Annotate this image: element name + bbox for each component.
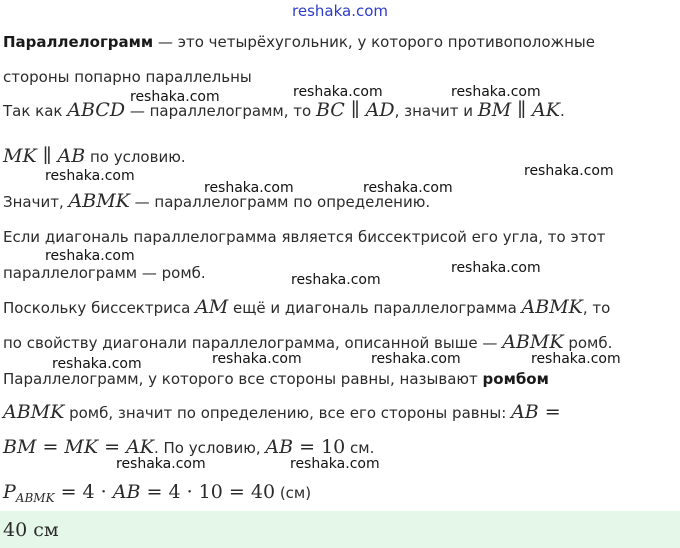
text: Так как <box>3 102 68 120</box>
rhombus-property-continuation: параллелограмм — ромб. <box>3 264 206 282</box>
watermark: reshaka.com <box>371 351 461 367</box>
definition-text: — это четырёхугольник, у которого противоположные <box>153 33 595 51</box>
math-ab: AB <box>112 481 141 503</box>
watermark: reshaka.com <box>291 272 381 288</box>
equals: = <box>140 481 169 503</box>
watermark: reshaka.com <box>45 168 135 184</box>
watermark: reshaka.com <box>451 260 541 276</box>
unit-text: (см) <box>275 484 312 502</box>
math-bm-parallel-ak: BM ∥ AK <box>477 99 560 121</box>
condition-line <box>3 145 186 167</box>
bisector-line <box>3 296 610 318</box>
text: Значит, <box>3 193 69 211</box>
watermark: reshaka.com <box>290 456 380 472</box>
answer-box <box>0 511 680 548</box>
definition-continuation: стороны попарно параллельны <box>3 68 252 86</box>
math-abmk: ABMK <box>3 401 65 423</box>
watermark: reshaka.com <box>524 163 614 179</box>
dot: · <box>94 481 113 503</box>
watermark: reshaka.com <box>130 89 220 105</box>
math-ab-equals: AB = <box>511 401 561 423</box>
watermark: reshaka.com <box>363 180 453 196</box>
rhombus-definition-line <box>3 370 549 388</box>
math-number <box>321 436 345 458</box>
math-bc-parallel-ad: BC ∥ AD <box>315 99 395 121</box>
equals: = <box>222 481 251 503</box>
watermark: reshaka.com <box>212 351 302 367</box>
math-bm-mk-ak: BM = MK = AK <box>3 436 154 458</box>
rhombus-property-line: Если диагональ параллелограмма является биссектрисой его угла, то этот <box>3 228 606 246</box>
equals: = <box>54 481 83 503</box>
watermark: reshaka.com <box>293 84 383 100</box>
number-10: 10 <box>198 481 223 503</box>
term-rhombus: ромбом <box>482 370 549 388</box>
text: ещё и диагональ параллелограмма <box>228 299 522 317</box>
text: ромб. <box>563 334 613 352</box>
sides-values-line <box>3 436 374 458</box>
text: Параллелограмм, у которого все стороны равны, называют <box>3 370 483 388</box>
text: по свойству диагонали параллелограмма, описанной выше — <box>3 334 503 352</box>
perimeter-symbol: P <box>3 481 16 503</box>
number-4: 4 <box>82 481 95 503</box>
math-am: AM <box>195 296 229 318</box>
watermark: reshaka.com <box>531 351 621 367</box>
text: , значит и <box>394 102 478 120</box>
text: см. <box>345 439 375 457</box>
text: — параллелограмм по определению. <box>129 193 431 211</box>
perimeter-subscript: ABMK <box>15 491 55 505</box>
text: — параллелограмм, то <box>125 102 316 120</box>
since-line <box>3 99 565 121</box>
dot: · <box>180 481 199 503</box>
watermark: reshaka.com <box>204 180 294 196</box>
sides-equal-line <box>3 401 561 423</box>
watermark: reshaka.com <box>52 356 142 372</box>
number-10: 10 <box>321 436 346 458</box>
term-parallelogram: Параллелограмм <box>3 33 154 51</box>
math-ab: AB = <box>265 436 322 458</box>
text: . <box>559 102 565 120</box>
math-mk-parallel-ab: MK ∥ AB <box>3 145 86 167</box>
perimeter-line <box>3 481 311 505</box>
text: по условию. <box>85 148 186 166</box>
math-abmk: ABMK <box>68 190 130 212</box>
site-title[interactable]: reshaka.com <box>292 2 388 20</box>
property-conclusion-line <box>3 331 612 353</box>
text: . По условию, <box>153 439 266 457</box>
math-abmk: ABMK <box>521 296 583 318</box>
definition-line <box>3 33 595 51</box>
watermark: reshaka.com <box>45 248 135 264</box>
math-abcd: ABCD <box>67 99 126 121</box>
text: ромб, значит по определению, все его стороны равны: <box>64 404 512 422</box>
text: Поскольку биссектриса <box>3 299 196 317</box>
math-abmk: ABMK <box>502 331 564 353</box>
watermark: reshaka.com <box>116 456 206 472</box>
number-4: 4 <box>168 481 181 503</box>
number-40: 40 <box>250 481 276 503</box>
watermark: reshaka.com <box>451 84 541 100</box>
answer-text: 40 см <box>3 519 59 541</box>
text: , то <box>582 299 611 317</box>
math-perimeter <box>3 481 275 503</box>
